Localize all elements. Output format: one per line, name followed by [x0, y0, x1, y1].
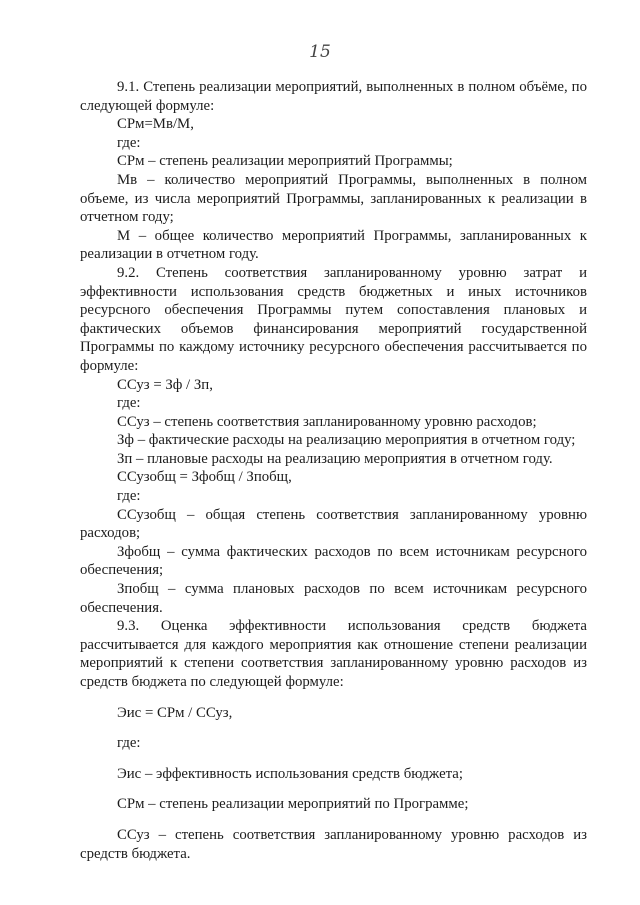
paragraph: Зф – фактические расходы на реализацию мероприятия в отчетном году;	[117, 432, 576, 449]
formula-line: где:	[117, 735, 141, 752]
page-number: 15	[309, 42, 331, 62]
formula-line: где:	[117, 488, 141, 505]
formula-line: Эис = СРм / ССуз,	[117, 704, 233, 721]
paragraph: Зп – плановые расходы на реализацию мероприятия в отчетном году.	[117, 450, 553, 467]
document-body	[80, 78, 587, 863]
paragraph: ССуз – степень соответствия запланированному уровню расходов;	[117, 413, 537, 430]
paragraph: Зпобщ – сумма плановых расходов по всем источникам ресурсного обеспечения.	[80, 581, 587, 616]
formula-line: ССуз = Зф / Зп,	[117, 376, 213, 393]
paragraph: 9.3. Оценка эффективности использования средств бюджета рассчитывается для каждого мероприятия как отношение степени реализации мероприятий к степени соответствия запланированному уровню расходов из средств бюджета по следующей формуле:	[80, 618, 587, 690]
paragraph: ССузобщ – общая степень соответствия запланированному уровню расходов;	[80, 506, 587, 542]
paragraph: СРм – степень реализации мероприятий по Программе;	[117, 796, 469, 813]
paragraph: Эис – эффективность использования средств бюджета;	[117, 765, 463, 782]
formula-line: где:	[117, 134, 141, 151]
paragraph: Зфобщ – сумма фактических расходов по всем источникам ресурсного обеспечения;	[80, 543, 587, 579]
formula-line: где:	[117, 395, 141, 412]
formula-line: СРм=Мв/М,	[117, 116, 194, 133]
paragraph: 9.2. Степень соответствия запланированному уровню затрат и эффективности использования средств бюджетных и иных источников ресурсного обеспечения Программы путем сопоставления плановых и фактических объемов финансирования мероприятий государственной Программы по каждому источнику ресурсного обеспечения рассчитывается по формуле:	[80, 264, 587, 374]
paragraph: 9.1. Степень реализации мероприятий, выполненных в полном объёме, по следующей формуле:	[80, 79, 587, 114]
paragraph: Мв – количество мероприятий Программы, выполненных в полном объеме, из числа мероприятий Программы, запланированных к реализации в отчетном году;	[80, 171, 587, 226]
formula-line: ССузобщ = Зфобщ / Зпобщ,	[117, 469, 292, 486]
paragraph: СРм – степень реализации мероприятий Программы;	[117, 153, 453, 170]
paragraph: М – общее количество мероприятий Программы, запланированных к реализации в отчетном году.	[80, 227, 587, 263]
paragraph: ССуз – степень соответствия запланированному уровню расходов из средств бюджета.	[80, 826, 587, 862]
